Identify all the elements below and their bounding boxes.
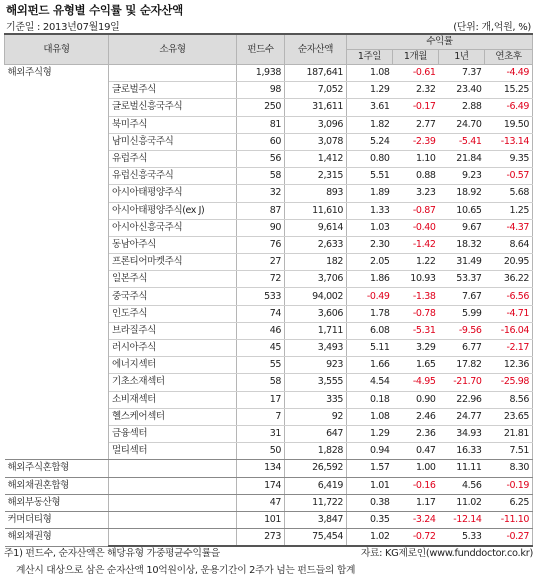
return-1m-cell: 1.17 [393,494,439,511]
page-title: 해외펀드 유형별 수익률 및 순자산액 [6,3,183,17]
return-1m-cell: 0.47 [393,443,439,460]
return-ytd-cell: 8.64 [485,236,533,253]
return-1w-cell: 0.94 [347,443,393,460]
return-ytd-cell: -0.19 [485,477,533,494]
fund-count-cell: 98 [237,82,285,99]
fund-count-cell: 47 [237,494,285,511]
fund-count-cell: 46 [237,322,285,339]
table-row [5,168,533,185]
fund-count-cell: 7 [237,408,285,425]
fund-count-cell: 533 [237,288,285,305]
returns-table [4,33,533,547]
return-1y-cell: 11.11 [439,460,485,477]
net-assets-cell: 335 [285,391,347,408]
table-row [5,374,533,391]
table-row [5,408,533,425]
return-ytd-cell: -6.56 [485,288,533,305]
minor-type-cell: 프론티어마켓주식 [109,254,237,271]
major-type-cell: 해외주식혼합형 [5,460,109,477]
fund-count-cell: 58 [237,374,285,391]
table-row [5,288,533,305]
fund-count-cell: 74 [237,305,285,322]
net-assets-cell: 3,096 [285,116,347,133]
return-1y-cell: 5.99 [439,305,485,322]
return-1w-cell: 1.86 [347,271,393,288]
return-1m-cell: -1.38 [393,288,439,305]
minor-type-cell: 멀티섹터 [109,443,237,460]
return-1y-cell: -9.56 [439,322,485,339]
return-ytd-cell: 8.56 [485,391,533,408]
return-1w-cell: 1.02 [347,529,393,547]
major-type-cell [5,443,109,460]
return-1m-cell: 3.29 [393,340,439,357]
return-ytd-cell: -2.17 [485,340,533,357]
minor-type-cell [109,65,237,82]
return-1w-cell: 5.51 [347,168,393,185]
header-returns: 수익률 [347,34,533,50]
major-type-cell [5,408,109,425]
footnotes [4,545,533,576]
return-1y-cell: 34.93 [439,425,485,442]
net-assets-cell: 3,078 [285,133,347,150]
minor-type-cell: 러시아주식 [109,340,237,357]
return-ytd-cell: 1.25 [485,202,533,219]
net-assets-cell: 1,412 [285,150,347,167]
return-1y-cell: 5.33 [439,529,485,547]
major-type-cell [5,82,109,99]
net-assets-cell: 75,454 [285,529,347,547]
net-assets-cell: 94,002 [285,288,347,305]
return-1w-cell: 5.11 [347,340,393,357]
major-type-cell [5,305,109,322]
minor-type-cell [109,529,237,547]
table-row [5,460,533,477]
major-type-cell [5,150,109,167]
return-1w-cell: 3.61 [347,99,393,116]
return-1w-cell: 2.05 [347,254,393,271]
fund-count-cell: 250 [237,99,285,116]
return-1y-cell: 24.70 [439,116,485,133]
return-1m-cell: 3.23 [393,185,439,202]
return-1w-cell: 1.33 [347,202,393,219]
return-ytd-cell: 20.95 [485,254,533,271]
table-row [5,236,533,253]
major-type-cell: 해외채권혼합형 [5,477,109,494]
return-1y-cell: -21.70 [439,374,485,391]
return-1m-cell: 10.93 [393,271,439,288]
major-type-cell [5,425,109,442]
return-1y-cell: 6.77 [439,340,485,357]
return-1m-cell: -2.39 [393,133,439,150]
minor-type-cell [109,477,237,494]
return-1m-cell: -0.87 [393,202,439,219]
net-assets-cell: 3,555 [285,374,347,391]
minor-type-cell: 북미주식 [109,116,237,133]
return-1y-cell: 7.37 [439,65,485,82]
major-type-cell [5,322,109,339]
return-ytd-cell: -4.49 [485,65,533,82]
net-assets-cell: 3,606 [285,305,347,322]
return-1y-cell: 16.33 [439,443,485,460]
minor-type-cell: 소비재섹터 [109,391,237,408]
fund-count-cell: 101 [237,511,285,528]
table-row [5,271,533,288]
return-ytd-cell: -25.98 [485,374,533,391]
return-1w-cell: 2.30 [347,236,393,253]
fund-count-cell: 58 [237,168,285,185]
return-ytd-cell: -4.71 [485,305,533,322]
table-row [5,340,533,357]
return-1m-cell: -4.95 [393,374,439,391]
table-row [5,305,533,322]
header-net-assets: 순자산액 [285,34,347,65]
net-assets-cell: 182 [285,254,347,271]
major-type-cell [5,271,109,288]
net-assets-cell: 3,493 [285,340,347,357]
table-row [5,494,533,511]
net-assets-cell: 11,610 [285,202,347,219]
net-assets-cell: 7,052 [285,82,347,99]
table-row [5,477,533,494]
header-ytd: 연초후 [485,50,533,65]
return-1w-cell: 1.82 [347,116,393,133]
return-1w-cell: 1.01 [347,477,393,494]
minor-type-cell: 브라질주식 [109,322,237,339]
fund-count-cell: 81 [237,116,285,133]
table-row [5,99,533,116]
unit-label: (단위: 개,억원, %) [453,22,531,33]
major-type-cell [5,340,109,357]
return-1y-cell: 21.84 [439,150,485,167]
return-1w-cell: 1.89 [347,185,393,202]
net-assets-cell: 923 [285,357,347,374]
return-1y-cell: 2.88 [439,99,485,116]
return-1m-cell: 1.00 [393,460,439,477]
return-1y-cell: 17.82 [439,357,485,374]
return-1w-cell: 6.08 [347,322,393,339]
return-1m-cell: 2.46 [393,408,439,425]
minor-type-cell [109,460,237,477]
return-ytd-cell: 6.25 [485,494,533,511]
major-type-cell: 해외주식형 [5,65,109,82]
return-ytd-cell: 36.22 [485,271,533,288]
return-ytd-cell: -16.04 [485,322,533,339]
fund-count-cell: 72 [237,271,285,288]
header-fund-count: 펀드수 [237,34,285,65]
return-ytd-cell: 9.35 [485,150,533,167]
minor-type-cell: 남미신흥국주식 [109,133,237,150]
minor-type-cell: 에너지섹터 [109,357,237,374]
return-ytd-cell: -13.14 [485,133,533,150]
net-assets-cell: 9,614 [285,219,347,236]
table-row [5,511,533,528]
net-assets-cell: 6,419 [285,477,347,494]
table-row [5,82,533,99]
major-type-cell [5,391,109,408]
return-1w-cell: -0.49 [347,288,393,305]
return-1w-cell: 0.38 [347,494,393,511]
return-ytd-cell: 19.50 [485,116,533,133]
fund-count-cell: 60 [237,133,285,150]
return-ytd-cell: 8.30 [485,460,533,477]
return-ytd-cell: 12.36 [485,357,533,374]
footnote-1: 주1) 펀드수, 순자산액은 해당유형 가중평균수익률을 [4,548,220,559]
return-1m-cell: 1.10 [393,150,439,167]
header-major-type: 대유형 [5,34,109,65]
net-assets-cell: 1,711 [285,322,347,339]
source-note: 자료: KG제로인(www.funddoctor.co.kr) [360,548,533,559]
return-1m-cell: -0.16 [393,477,439,494]
table-row [5,254,533,271]
major-type-cell [5,133,109,150]
major-type-cell [5,168,109,185]
header-1-week: 1주일 [347,50,393,65]
net-assets-cell: 2,633 [285,236,347,253]
table-row [5,529,533,547]
return-1w-cell: 0.35 [347,511,393,528]
net-assets-cell: 1,828 [285,443,347,460]
return-1y-cell: 23.40 [439,82,485,99]
return-1m-cell: -0.78 [393,305,439,322]
fund-count-cell: 31 [237,425,285,442]
fund-count-cell: 56 [237,150,285,167]
return-1w-cell: 1.08 [347,408,393,425]
table-body [5,65,533,547]
minor-type-cell: 일본주식 [109,271,237,288]
return-1w-cell: 0.80 [347,150,393,167]
fund-count-cell: 76 [237,236,285,253]
header-1-month: 1개월 [393,50,439,65]
return-ytd-cell: -0.57 [485,168,533,185]
minor-type-cell: 글로벌주식 [109,82,237,99]
major-type-cell [5,254,109,271]
return-1y-cell: 18.32 [439,236,485,253]
fund-count-cell: 32 [237,185,285,202]
table-row [5,443,533,460]
return-1y-cell: 31.49 [439,254,485,271]
return-1w-cell: 1.78 [347,305,393,322]
table-row [5,116,533,133]
return-1y-cell: 9.67 [439,219,485,236]
return-1y-cell: 9.23 [439,168,485,185]
table-row [5,150,533,167]
return-1w-cell: 0.18 [347,391,393,408]
minor-type-cell: 금융섹터 [109,425,237,442]
return-1w-cell: 1.29 [347,82,393,99]
fund-count-cell: 87 [237,202,285,219]
major-type-cell [5,236,109,253]
major-type-cell [5,185,109,202]
minor-type-cell: 아시아신흥국주식 [109,219,237,236]
minor-type-cell: 헬스케어섹터 [109,408,237,425]
table-row [5,202,533,219]
major-type-cell [5,219,109,236]
minor-type-cell: 중국주식 [109,288,237,305]
return-1m-cell: 2.36 [393,425,439,442]
header-minor-type: 소유형 [109,34,237,65]
return-1y-cell: 24.77 [439,408,485,425]
header-1-year: 1년 [439,50,485,65]
return-1w-cell: 1.03 [347,219,393,236]
return-1y-cell: 11.02 [439,494,485,511]
return-ytd-cell: 15.25 [485,82,533,99]
return-1w-cell: 1.66 [347,357,393,374]
fund-count-cell: 17 [237,391,285,408]
net-assets-cell: 92 [285,408,347,425]
return-1m-cell: -0.40 [393,219,439,236]
minor-type-cell [109,511,237,528]
minor-type-cell: 아시아태평양주식(ex J) [109,202,237,219]
return-1m-cell: 0.88 [393,168,439,185]
net-assets-cell: 893 [285,185,347,202]
return-1w-cell: 1.29 [347,425,393,442]
net-assets-cell: 647 [285,425,347,442]
return-1y-cell: 53.37 [439,271,485,288]
minor-type-cell: 글로벌신흥국주식 [109,99,237,116]
return-1m-cell: -0.61 [393,65,439,82]
return-1m-cell: -3.24 [393,511,439,528]
table-row [5,425,533,442]
return-1y-cell: -5.41 [439,133,485,150]
net-assets-cell: 187,641 [285,65,347,82]
base-date: 기준일 : 2013년07월19일 [6,22,120,33]
return-1y-cell: 4.56 [439,477,485,494]
net-assets-cell: 3,706 [285,271,347,288]
return-ytd-cell: -4.37 [485,219,533,236]
fund-count-cell: 90 [237,219,285,236]
net-assets-cell: 3,847 [285,511,347,528]
minor-type-cell: 인도주식 [109,305,237,322]
return-ytd-cell: 21.81 [485,425,533,442]
return-1w-cell: 4.54 [347,374,393,391]
table-row [5,219,533,236]
table-row [5,65,533,82]
subtitle-row [6,18,531,32]
fund-count-cell: 134 [237,460,285,477]
minor-type-cell: 아시아태평양주식 [109,185,237,202]
return-1y-cell: 10.65 [439,202,485,219]
fund-count-cell: 50 [237,443,285,460]
minor-type-cell: 유럽신흥국주식 [109,168,237,185]
return-1y-cell: -12.14 [439,511,485,528]
major-type-cell: 해외채권형 [5,529,109,547]
major-type-cell [5,357,109,374]
fund-count-cell: 27 [237,254,285,271]
minor-type-cell: 기초소재섹터 [109,374,237,391]
fund-count-cell: 174 [237,477,285,494]
major-type-cell: 해외부동산형 [5,494,109,511]
major-type-cell [5,288,109,305]
net-assets-cell: 2,315 [285,168,347,185]
fund-count-cell: 55 [237,357,285,374]
return-ytd-cell: -11.10 [485,511,533,528]
return-1m-cell: -5.31 [393,322,439,339]
fund-count-cell: 1,938 [237,65,285,82]
return-ytd-cell: 23.65 [485,408,533,425]
net-assets-cell: 31,611 [285,99,347,116]
net-assets-cell: 11,722 [285,494,347,511]
return-ytd-cell: 5.68 [485,185,533,202]
return-ytd-cell: 7.51 [485,443,533,460]
minor-type-cell: 유럽주식 [109,150,237,167]
return-1w-cell: 5.24 [347,133,393,150]
table-row [5,133,533,150]
return-ytd-cell: -6.49 [485,99,533,116]
major-type-cell [5,374,109,391]
major-type-cell [5,116,109,133]
return-1m-cell: 2.77 [393,116,439,133]
table-row [5,391,533,408]
table-row [5,185,533,202]
return-1m-cell: 0.90 [393,391,439,408]
fund-count-cell: 273 [237,529,285,547]
return-ytd-cell: -0.27 [485,529,533,547]
table-row [5,322,533,339]
table-row [5,357,533,374]
net-assets-cell: 26,592 [285,460,347,477]
major-type-cell [5,99,109,116]
return-1y-cell: 7.67 [439,288,485,305]
return-1y-cell: 18.92 [439,185,485,202]
return-1w-cell: 1.08 [347,65,393,82]
return-1y-cell: 22.96 [439,391,485,408]
return-1m-cell: 1.65 [393,357,439,374]
return-1m-cell: -1.42 [393,236,439,253]
minor-type-cell [109,494,237,511]
return-1m-cell: 2.32 [393,82,439,99]
major-type-cell: 커머더티형 [5,511,109,528]
fund-count-cell: 45 [237,340,285,357]
return-1m-cell: -0.72 [393,529,439,547]
minor-type-cell: 동남아주식 [109,236,237,253]
major-type-cell [5,202,109,219]
return-1m-cell: -0.17 [393,99,439,116]
return-1w-cell: 1.57 [347,460,393,477]
footnote-2: 계산시 대상으로 삼은 순자산액 10억원이상, 운용기간이 2주가 넘는 펀드들의 합계 [16,565,356,576]
return-1m-cell: 1.22 [393,254,439,271]
